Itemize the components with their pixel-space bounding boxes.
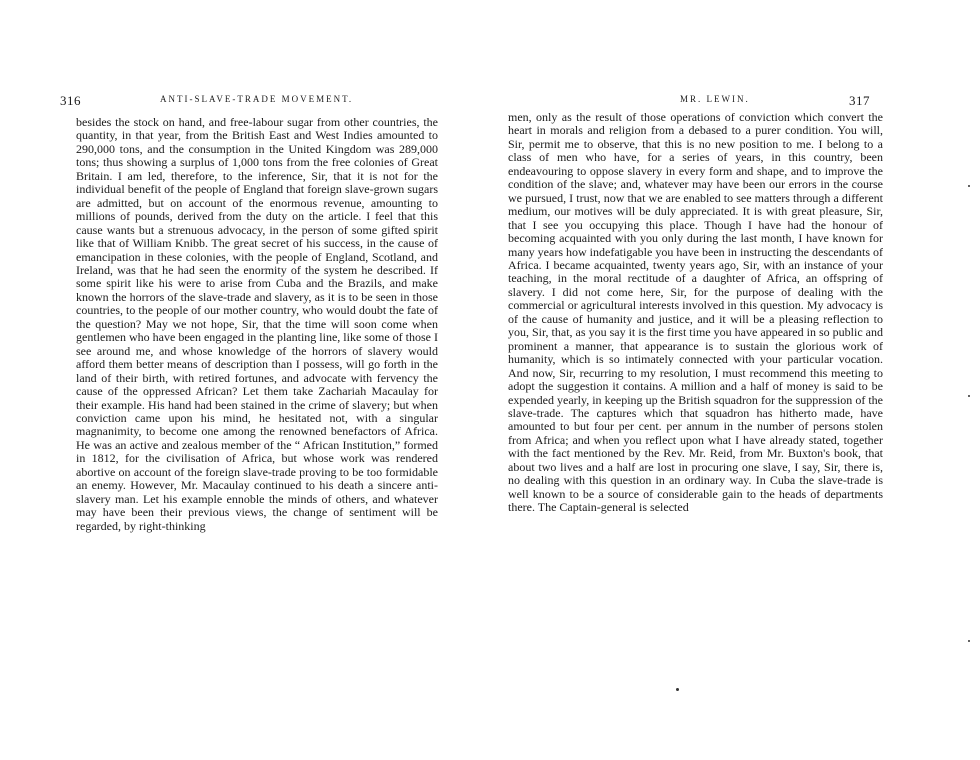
- margin-speck: [968, 185, 970, 187]
- left-page: [0, 0, 470, 760]
- left-running-head: ANTI-SLAVE-TRADE MOVEMENT.: [160, 94, 354, 104]
- left-page-number: 316: [60, 93, 81, 108]
- right-page-number: 317: [849, 93, 870, 108]
- book-gutter: [470, 0, 490, 760]
- left-page-body: besides the stock on hand, and free-labour sugar from other countries, the quantity, in that year, from the British East and West Indies amounted to 290,000 tons, and the consumption in the United Kingdom was 289,000 tons; thus showing a surplus of 1,000 tons from the free colonies of Great Britain. I am led, therefore, to the inference, Sir, that it is not for the individual benefit of the people of England that foreign slave-grown sugars are admitted, but on account of the enormous revenue, amounting to millions of pounds, derived from the duty on the article. I feel that this cause wants but a strenuous advocacy, in the person of some gifted spirit like that of William Knibb. The great secret of his success, in the cause of emancipation in these colonies, with the people of England, Scotland, and Ireland, was that he had seen the enormity of the system he described. If some spirit like his were to arise from Cuba and the Brazils, and make known the horrors of the slave-trade and slavery, as it is to be seen in those countries, to the people of our mother country, who would doubt the fate of the question? May we not hope, Sir, that the time will soon come when gentlemen who have been engaged in the planting line, like some of those I see around me, and whose knowledge of the horrors of slavery would afford them better means of description than I possess, will go forth in the land of their birth, with retired fortunes, and advocate with fervency the cause of the oppressed African? Let them take Zachariah Macaulay for their example. His hand had been stained in the crime of slavery; but when conviction came upon his mind, he hesitated not, with a singular magnanimity, to become one among the renowned benefactors of Africa. He was an active and zealous member of the “ African Institution,” formed in 1812, for the civilisation of Africa, but whose work was rendered abortive on account of the foreign slave-trade proving to be too formidable an enemy. However, Mr. Macaulay continued to his death a sincere anti-slavery man. Let his example ennoble the minds of others, and whatever may have been their previous views, the change of sentiment will be regarded, by right-thinking: [76, 115, 438, 533]
- margin-speck: [968, 640, 970, 642]
- left-page-header: [60, 93, 440, 109]
- right-page-body: men, only as the result of those operations of conviction which convert the heart in morals and religion from a debased to a purer condition. You will, Sir, permit me to observe, that this is no new position to me. I belong to a class of men who have, for a series of years, in this country, been endeavouring to oppose slavery in every form and shape, and to improve the condition of the slave; and, whatever may have been our errors in the course we pursued, I trust, now that we are enabled to see matters through a different medium, our motives will be duly appreciated. It is with great pleasure, Sir, that I see you occupying this place. Though I have had the honour of becoming acquainted with you only during the last month, I have known for many years how indefatigable you have been in instructing the descendants of Africa. I became acquainted, twenty years ago, Sir, with an instance of your teaching, in the moral rectitude of a daughter of Africa, an offspring of slavery. I did not come here, Sir, for the purpose of dealing with the commercial or agricultural interests involved in this question. My advocacy is of the cause of humanity and justice, and it will be a pleasing reflection to you, Sir, that, as you say it is the first time you have appeared in so public and prominent a manner, that appearance is to sustain the glorious work of humanity, which is so intimately connected with your particular vocation. And now, Sir, recurring to my resolution, I must recommend this meeting to adopt the suggestion it contains. A million and a half of money is said to be expended yearly, in keeping up the British squadron for the suppression of the slave-trade. The captures which that squadron has hitherto made, have amounted to but four per cent. per annum in the number of persons stolen from Africa; and when you reflect upon what I have already stated, together with the fact mentioned by the Rev. Mr. Reid, from Mr. Buxton's book, that about two lives and a half are lost in procuring one slave, I say, Sir, there is, no dealing with this question in an ordinary way. In Cuba the slave-trade is well known to be a source of considerable gain to the heads of departments there. The Captain-general is selected: [508, 110, 883, 515]
- right-running-head: MR. LEWIN.: [680, 94, 750, 104]
- ink-speck: [676, 688, 679, 691]
- right-page-header: [510, 93, 870, 109]
- margin-speck: [968, 395, 970, 397]
- right-page: [490, 0, 980, 760]
